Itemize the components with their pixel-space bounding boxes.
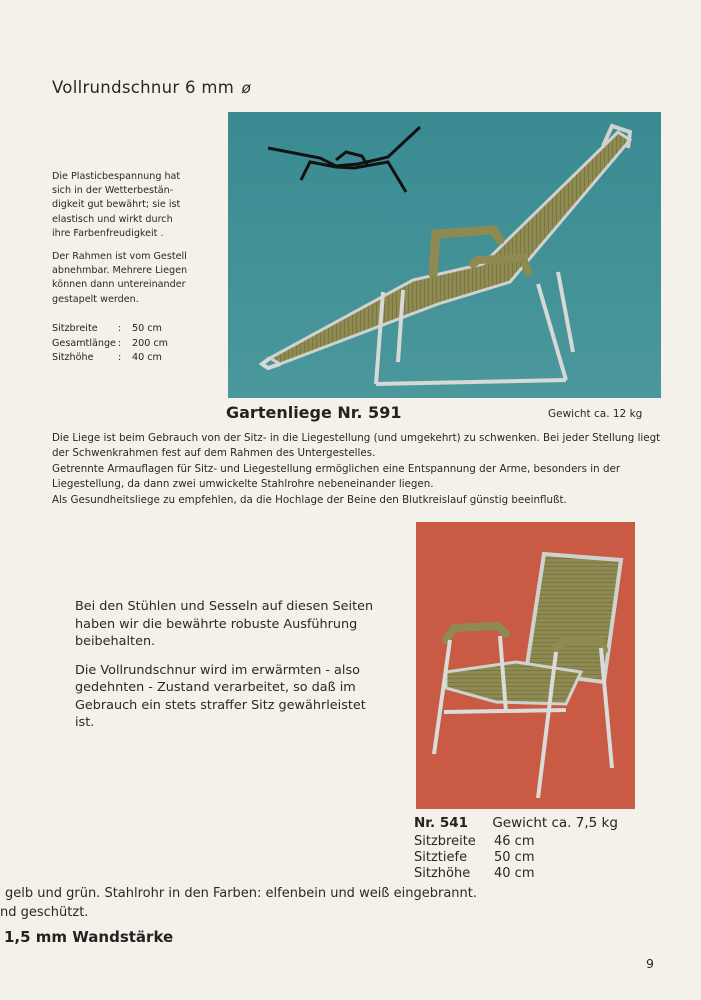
intro-paragraph-2 — [52, 250, 222, 307]
spec-row — [414, 834, 535, 850]
specs-591 — [52, 322, 192, 366]
intro-line: Der Rahmen ist vom Gestell — [52, 251, 187, 262]
heading-text: Vollrundschnur 6 mm — [52, 78, 235, 97]
spec-value: 40 cm — [132, 352, 162, 363]
middle-paragraph: Die Vollrundschnur wird im erwärmten - also gedehnten - Zustand verarbeitet, so daß im Gebrauch ein stets straffer Sitz gewährleistet ist. — [75, 662, 366, 730]
spec-label: Sitzhöhe — [52, 352, 94, 363]
bottom-line-3: 1,5 mm Wandstärke — [4, 928, 174, 946]
intro-line: abnehmbar. Mehrere Liegen — [52, 265, 188, 277]
intro-paragraph-1 — [52, 170, 222, 241]
spec-value: 40 cm — [494, 866, 535, 881]
product-caption-541 — [414, 815, 618, 831]
intro-line: elastisch und wirkt durch — [52, 213, 173, 225]
spec-sep: : — [118, 352, 122, 363]
spec-label: Sitzhöhe — [414, 866, 471, 881]
spec-value: 50 cm — [494, 850, 535, 865]
spec-label: Sitzbreite — [414, 834, 476, 849]
intro-line: können dann untereinander — [52, 279, 186, 291]
description-block — [52, 431, 672, 510]
page-number: 9 — [646, 956, 654, 971]
chair-illustration — [416, 522, 635, 809]
spec-value: 200 cm — [132, 337, 168, 349]
spec-row — [414, 866, 535, 882]
product-number-541: Nr. 541 — [414, 815, 469, 831]
description-paragraph: Als Gesundheitsliege zu empfehlen, da die Hochlage der Beine den Blutkreislauf günstig beeinflußt. — [52, 494, 567, 506]
middle-paragraph: Bei den Stühlen und Sesseln auf diesen Seiten haben wir die bewährte robuste Ausführung beibehalten. — [75, 599, 374, 649]
bottom-line-1: gelb und grün. Stahlrohr in den Farben: elfenbein und weiß eingebrannt. — [5, 886, 477, 901]
product-title-591: Gartenliege Nr. 591 — [226, 403, 402, 422]
lounger-illustration — [228, 112, 661, 398]
spec-row — [414, 850, 535, 866]
diameter-symbol: ø — [241, 79, 252, 97]
spec-sep: : — [118, 337, 122, 349]
chair-photo — [416, 522, 635, 809]
product-weight-591: Gewicht ca. 12 kg — [548, 408, 643, 420]
spec-row — [52, 351, 192, 366]
intro-line: gestapelt werden. — [52, 293, 139, 305]
specs-541 — [414, 834, 535, 882]
spec-label: Sitzbreite — [52, 323, 98, 334]
spec-value: 46 cm — [494, 834, 535, 849]
spec-value: 50 cm — [132, 323, 162, 334]
spec-label: Sitztiefe — [414, 850, 468, 865]
spec-label: Gesamtlänge — [52, 337, 116, 349]
intro-line: Die Plasticbespannung hat — [52, 171, 181, 182]
spec-sep: : — [118, 323, 122, 334]
description-paragraph: Die Liege ist beim Gebrauch von der Sitz- in die Liegestellung (und umgekehrt) zu schwenken. Bei jeder Stellung liegt der Schwenkrahmen fest auf dem Rahmen des Untergestelles. — [52, 432, 661, 459]
product-weight-541: Gewicht ca. 7,5 kg — [492, 815, 618, 831]
lounger-photo — [228, 112, 661, 398]
intro-line: ihre Farbenfreudigkeit . — [52, 227, 164, 239]
spec-row — [52, 322, 192, 337]
middle-text-block — [75, 598, 375, 743]
bottom-line-2: nd geschützt. — [0, 905, 89, 920]
description-paragraph: Getrennte Armauflagen für Sitz- und Liegestellung ermöglichen eine Entspannung der Arme, besonders in der Liegestellung, da dann zwei umwickelte Stahlrohre nebeneinander liegen. — [52, 463, 621, 490]
spec-row — [52, 337, 192, 352]
intro-line: sich in der Wetterbestän- — [52, 185, 174, 197]
intro-line: digkeit gut bewährt; sie ist — [52, 199, 181, 211]
page-heading — [52, 78, 251, 97]
